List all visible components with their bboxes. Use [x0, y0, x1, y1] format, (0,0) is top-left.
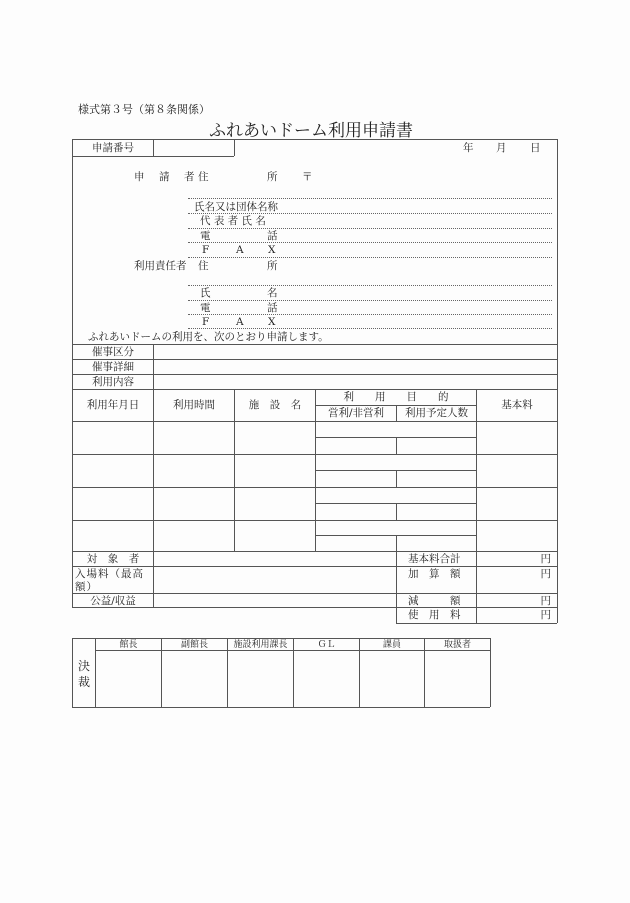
date-day-label: 日 — [530, 142, 541, 154]
applicant-fax-line[interactable] — [188, 257, 552, 258]
surcharge-label: 加 算 額 — [408, 568, 461, 580]
divider — [234, 139, 235, 156]
responsible-address-line[interactable] — [188, 285, 552, 286]
approval-col-deputy-director: 副館長 — [180, 640, 208, 650]
responsible-phone-label-1: 電 — [200, 302, 211, 314]
usage-row-4-profit[interactable] — [316, 536, 396, 551]
usage-content-label: 利用内容 — [92, 376, 134, 388]
responsible-address-label-2: 所 — [267, 260, 278, 272]
applicant-address-line[interactable] — [188, 198, 552, 199]
target-field[interactable] — [154, 552, 396, 566]
responsible-label: 利用責任者 — [134, 260, 187, 272]
table-border-right — [557, 139, 558, 623]
applicant-address-label-2: 所 — [267, 171, 278, 183]
usage-row-4-facility[interactable] — [235, 521, 315, 551]
responsible-fax-label-3: X — [268, 316, 276, 328]
responsible-phone-label-2: 話 — [267, 302, 278, 314]
approval-col-gl: ＧＬ — [317, 640, 336, 650]
usage-row-2-time[interactable] — [154, 455, 234, 487]
responsible-phone-line[interactable] — [188, 314, 552, 315]
col-header-attendees: 利用予定人数 — [405, 407, 468, 419]
event-category-label: 催事区分 — [92, 346, 134, 358]
approval-col-handler: 取扱者 — [443, 640, 471, 650]
divider — [315, 405, 476, 406]
applicant-fax-label-2: A — [236, 244, 244, 256]
usage-row-1-facility[interactable] — [235, 422, 315, 454]
col-header-base-fee: 基本料 — [501, 399, 533, 411]
approval-col-staff: 課員 — [382, 640, 401, 650]
usage-fee-currency: 円 — [540, 609, 551, 621]
event-detail-label: 催事詳細 — [92, 361, 134, 373]
admission-label: 入場料（最高額） — [75, 568, 144, 593]
col-header-facility: 施 設 名 — [248, 399, 302, 411]
discount-currency: 円 — [540, 595, 551, 607]
applicant-address-label-1: 住 — [198, 171, 209, 183]
applicant-label: 申 請 者 — [134, 171, 197, 183]
applicant-fax-label-3: X — [268, 244, 276, 256]
public-profit-field[interactable] — [154, 594, 396, 607]
responsible-fax-label-1: F — [202, 316, 210, 328]
usage-row-3-facility[interactable] — [235, 488, 315, 520]
col-header-time: 利用時間 — [173, 399, 215, 411]
divider — [72, 638, 73, 707]
event-category-field[interactable] — [154, 345, 556, 359]
applicant-phone-label-1: 電 — [200, 230, 211, 242]
base-total-label: 基本料合計 — [408, 553, 461, 565]
usage-row-3-date[interactable] — [73, 488, 153, 520]
usage-row-1-purpose[interactable] — [316, 422, 476, 437]
date-month-label: 月 — [496, 142, 507, 154]
usage-row-1-base-fee[interactable] — [477, 422, 557, 454]
usage-row-3-time[interactable] — [154, 488, 234, 520]
page-title: ふれあいドーム利用申請書 — [209, 121, 413, 141]
divider — [396, 623, 557, 624]
approval-stamp-director[interactable] — [96, 651, 161, 707]
table-border-top — [72, 139, 557, 140]
usage-row-4-date[interactable] — [73, 521, 153, 551]
admission-field[interactable] — [154, 567, 396, 593]
responsible-name-label-2: 名 — [267, 287, 278, 299]
usage-fee-label: 使 用 料 — [408, 609, 461, 621]
responsible-name-line[interactable] — [188, 300, 552, 301]
divider — [490, 638, 491, 707]
usage-row-1-profit[interactable] — [316, 438, 396, 454]
applicant-phone-label-2: 話 — [267, 230, 278, 242]
application-number-label: 申請番号 — [92, 142, 134, 154]
approval-stamp-gl[interactable] — [294, 651, 359, 707]
target-label: 対 象 者 — [86, 553, 140, 565]
applicant-name-line[interactable] — [188, 213, 552, 214]
usage-content-field[interactable] — [154, 375, 556, 389]
usage-row-1-date[interactable] — [73, 422, 153, 454]
col-header-purpose: 利 用 目 的 — [343, 391, 449, 403]
divider — [72, 707, 490, 708]
usage-row-2-facility[interactable] — [235, 455, 315, 487]
approval-label: 決裁 — [78, 659, 91, 689]
responsible-address-label-1: 住 — [198, 260, 209, 272]
col-header-date: 利用年月日 — [86, 399, 140, 411]
approval-stamp-handler[interactable] — [425, 651, 490, 707]
responsible-fax-label-2: A — [236, 316, 244, 328]
approval-stamp-staff[interactable] — [360, 651, 424, 707]
usage-row-2-base-fee[interactable] — [477, 455, 557, 487]
responsible-name-label-1: 氏 — [200, 287, 211, 299]
usage-row-3-purpose[interactable] — [316, 488, 476, 503]
applicant-fax-label-1: F — [202, 244, 210, 256]
usage-row-3-base-fee[interactable] — [477, 488, 557, 520]
usage-row-3-attendees[interactable] — [397, 504, 476, 520]
applicant-phone-line[interactable] — [188, 242, 552, 243]
divider — [396, 551, 397, 623]
approval-stamp-deputy-director[interactable] — [162, 651, 227, 707]
applicant-representative-line[interactable] — [188, 228, 552, 229]
application-statement: ふれあいドームの利用を、次のとおり申請します。 — [88, 331, 329, 343]
date-year-label: 年 — [463, 142, 474, 154]
public-profit-label: 公益/収益 — [90, 595, 136, 607]
approval-col-director: 館長 — [119, 640, 138, 650]
col-header-profit: 営利/非営利 — [327, 407, 385, 419]
usage-row-2-purpose[interactable] — [316, 455, 476, 470]
approval-col-facility-manager: 施設利用課長 — [233, 640, 288, 650]
responsible-fax-line[interactable] — [188, 328, 552, 329]
applicant-representative-label: 代 表 者 氏 名 — [200, 215, 266, 227]
application-number-field[interactable] — [154, 140, 234, 156]
usage-row-4-attendees[interactable] — [397, 536, 476, 551]
usage-row-1-time[interactable] — [154, 422, 234, 454]
divider — [72, 607, 557, 608]
discount-label: 減 額 — [408, 595, 461, 607]
surcharge-currency: 円 — [540, 568, 551, 580]
usage-row-4-purpose[interactable] — [316, 521, 476, 535]
postal-mark: 〒 — [302, 171, 313, 183]
event-detail-field[interactable] — [154, 360, 556, 374]
form-number: 様式第３号（第８条関係） — [78, 103, 210, 116]
usage-row-3-profit[interactable] — [316, 504, 396, 520]
usage-row-2-date[interactable] — [73, 455, 153, 487]
approval-stamp-facility-manager[interactable] — [228, 651, 293, 707]
applicant-name-or-group-label: 氏名又は団体名称 — [194, 201, 278, 213]
usage-row-1-attendees[interactable] — [397, 438, 476, 454]
usage-row-4-time[interactable] — [154, 521, 234, 551]
usage-row-2-profit[interactable] — [316, 471, 396, 487]
usage-row-2-attendees[interactable] — [397, 471, 476, 487]
base-total-currency: 円 — [540, 553, 551, 565]
app-number-bottom-border — [72, 156, 234, 157]
usage-row-4-base-fee[interactable] — [477, 521, 557, 551]
